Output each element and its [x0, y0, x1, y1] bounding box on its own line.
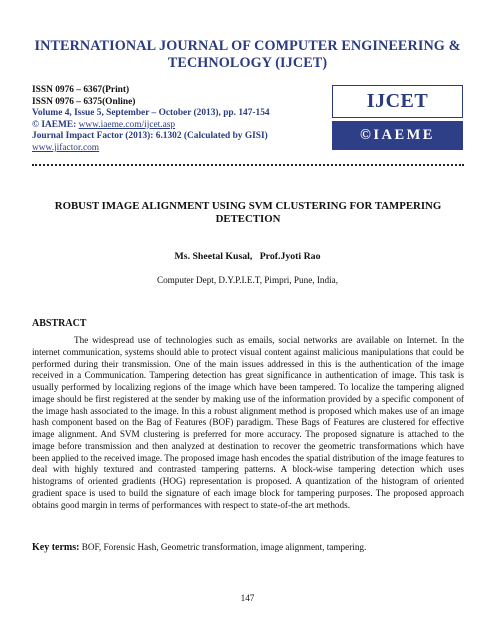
paper-title-line1: ROBUST IMAGE ALIGNMENT USING SVM CLUSTERING FOR TAMPERING [54, 200, 442, 212]
jifactor-link[interactable]: www.jifactor.com [32, 142, 100, 153]
affiliation: Computer Dept, D.Y.P.I.E.T, Pimpri, Pune, India, [156, 275, 339, 285]
key-terms-label: Key terms: [32, 542, 80, 553]
iaeme-link[interactable]: www.iaeme.com/ijcet.asp [78, 119, 176, 130]
impact-factor: Journal Impact Factor (2013): 6.1302 (Calculated by GISI) [32, 131, 268, 142]
journal-meta [32, 85, 332, 155]
paper-title [36, 200, 460, 226]
journal-title-line1: INTERNATIONAL JOURNAL OF COMPUTER ENGINEERING & [34, 38, 461, 54]
issn-print: ISSN 0976 – 6367(Print) [32, 85, 130, 95]
iaeme-logo: ©IAEME [332, 121, 463, 150]
iaeme-prefix: © IAEME: [32, 119, 79, 130]
volume-info: Volume 4, Issue 5, September – October (2013), pp. 147-154 [32, 108, 270, 119]
paper-title-line2: DETECTION [215, 213, 281, 225]
abstract-heading: ABSTRACT [32, 318, 87, 329]
issn-online: ISSN 0976 – 6375(Online) [32, 96, 136, 107]
iaeme-line [32, 120, 332, 132]
abstract-body: The widespread use of technologies such as emails, social networks are available on Internet. In the internet communication, systems should able to protect visual content against malicious manipulations that could be performed during their transmission. One of the main issues addressed in this is the authentication of the image received in a Communication. Tampering detection has great significance in authentication of image. This task is usually performed by localizing regions of the image which have been tampered. To localize the tampering aligned image should be first registered at the sender by making use of the information provided by a specific component of the image hash associated to the image. In this a robust alignment method is proposed which makes use of an image hash component based on the Bag of Features (BOF) paradigm. These Bags of Features are clustered for effective image alignment. And SVM clustering is preferred for more accuracy. The proposed signature is attached to the image before transmission and then analyzed at destination to recover the geometric transformations which have been applied to the received image. The proposed image hash encodes the spatial distribution of the image features to deal with highly textured and contrasted tampering patterns. A block-wise tampering detection which uses histograms of oriented gradients (HOG) representation is proposed. A quantization of the histogram of oriented gradient space is used to build the signature of each image block for tampering purposes. The proposed approach obtains good margin in terms of performances with respect to state-of-the art methods. [32, 335, 464, 510]
authors: Ms. Sheetal Kusal, Prof.Jyoti Rao [174, 251, 321, 262]
key-terms [32, 542, 464, 553]
ijcet-logo: IJCET [332, 85, 463, 118]
jifactor-line [32, 143, 332, 155]
journal-title-line2: TECHNOLOGY (IJCET) [167, 55, 328, 71]
key-terms-text: BOF, Forensic Hash, Geometric transformation, image alignment, tampering. [79, 542, 367, 552]
page-number: 147 [240, 593, 255, 603]
dotted-divider [32, 164, 464, 166]
journal-title [30, 38, 465, 72]
